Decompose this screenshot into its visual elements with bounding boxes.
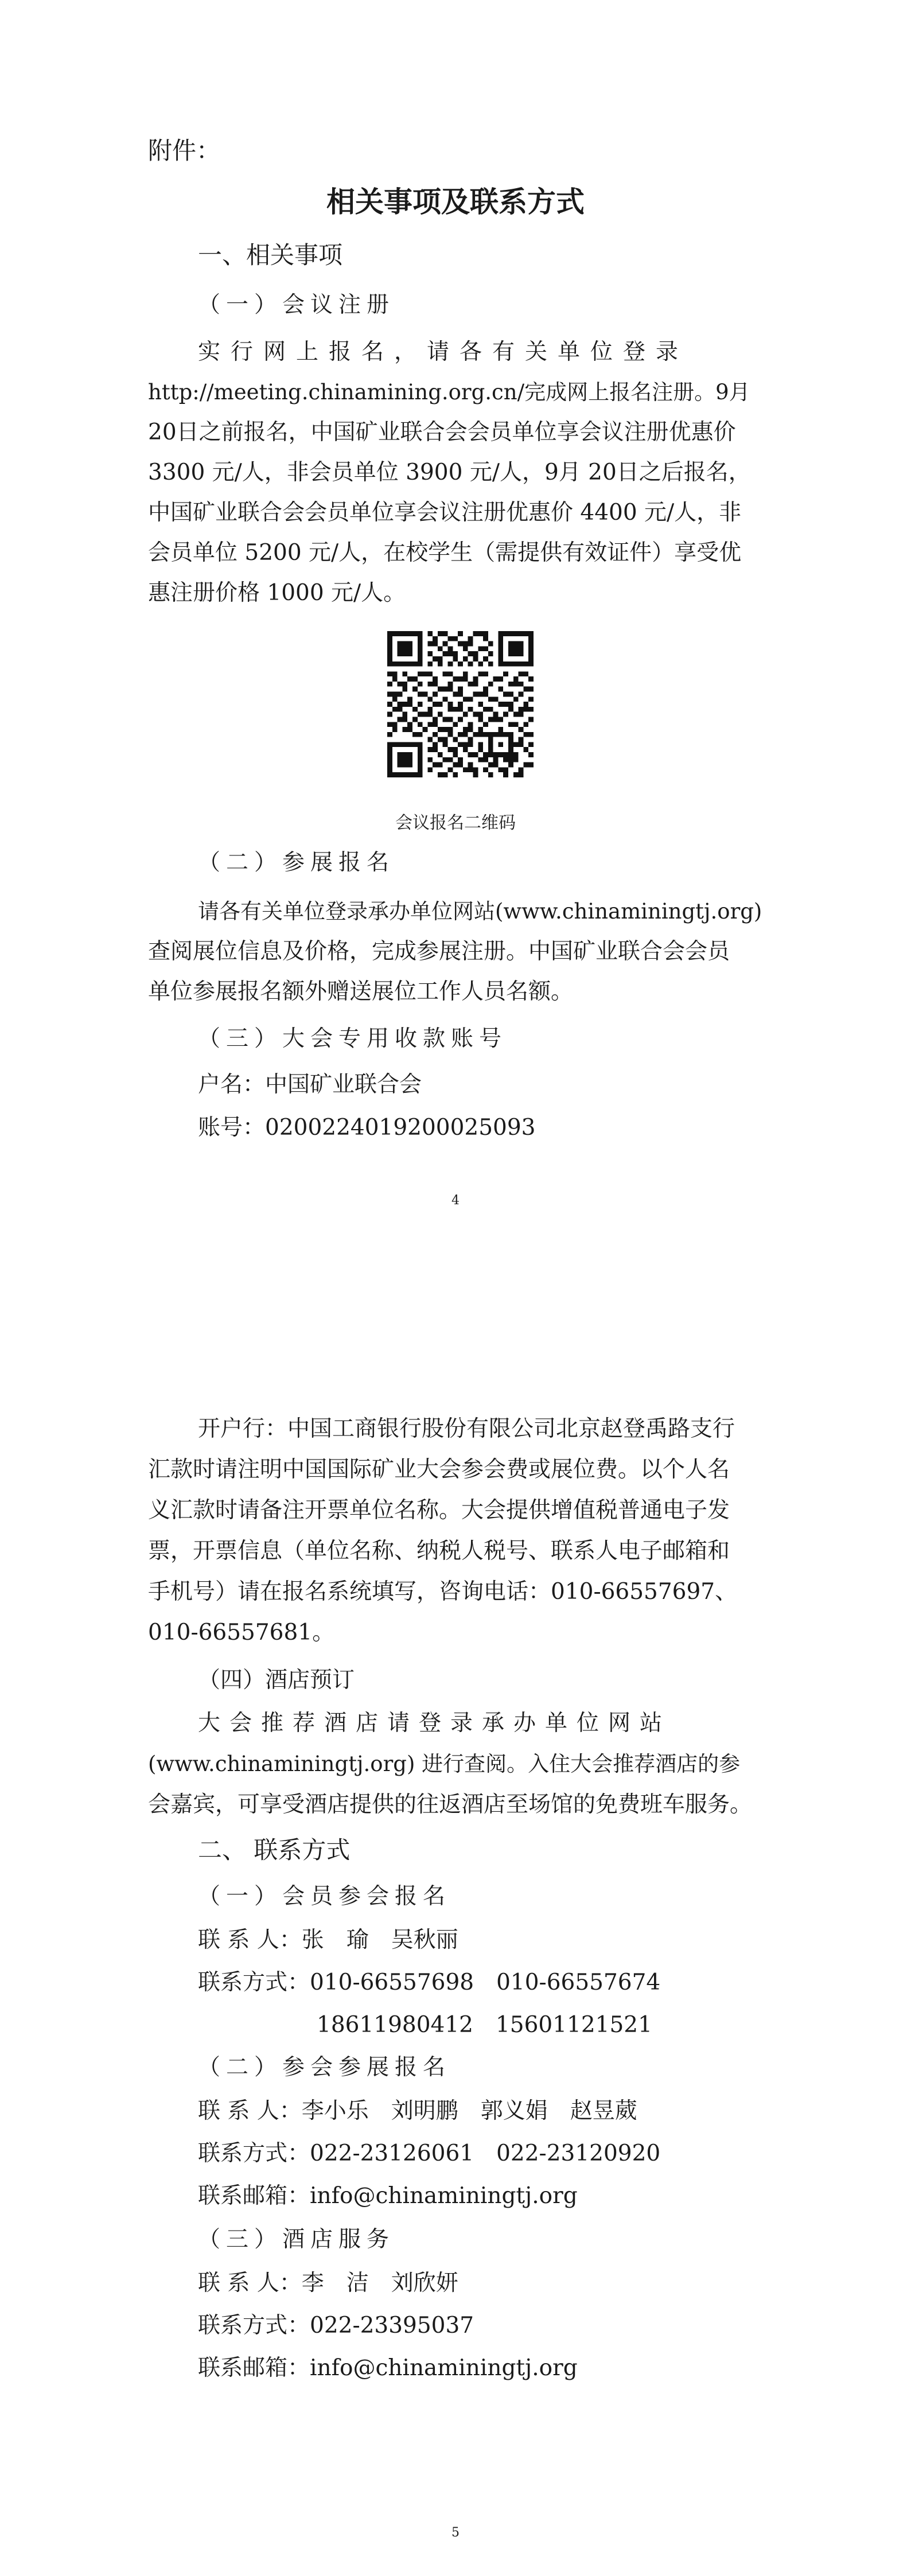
paragraph-line: 会嘉宾，可享受酒店提供的往返酒店至场馆的免费班车服务。 xyxy=(148,1792,753,1818)
paragraph-line: 手机号）请在报名系统填写，咨询电话：010-66557697、 xyxy=(148,1579,738,1605)
paragraph-line: 3300 元/人，非会员单位 3900 元/人，9月 20日之后报名， xyxy=(148,460,751,485)
sub-heading-hotel-booking: （四）酒店预订 xyxy=(198,1667,355,1693)
contact-person: 联 系 人：张 瑜 吴秋丽 xyxy=(198,1927,458,1953)
paragraph-line: (www.chinaminingtj.org) 进行查阅。入住大会推荐酒店的参 xyxy=(148,1752,741,1776)
paragraph-line: 义汇款时请备注开票单位名称。大会提供增值税普通电子发 xyxy=(148,1497,730,1523)
paragraph-line: 单位参展报名额外赠送展位工作人员名额。 xyxy=(148,979,574,1005)
paragraph-line: 实行网上报名，请各有关单位登录 xyxy=(198,339,689,365)
qr-caption: 会议报名二维码 xyxy=(395,813,516,833)
paragraph-line: 会员单位 5200 元/人，在校学生（需提供有效证件）享受优 xyxy=(148,540,742,566)
attachment-label: 附件： xyxy=(148,137,221,165)
contact-person: 联 系 人：李小乐 刘明鹏 郭义娟 赵昱葳 xyxy=(198,2098,637,2124)
paragraph-line: 查阅展位信息及价格，完成参展注册。中国矿业联合会会员 xyxy=(148,939,730,964)
contact-phone: 联系方式：010-66557698 010-66557674 xyxy=(198,1970,661,1995)
paragraph-line: 惠注册价格 1000 元/人。 xyxy=(148,580,406,606)
page-title: 相关事项及联系方式 xyxy=(326,185,585,219)
contact-person: 联 系 人：李 洁 刘欣妍 xyxy=(198,2270,458,2296)
contact-phone-mobile: 18611980412 15601121521 xyxy=(317,2012,652,2038)
paragraph-line: 大会推荐酒店请登录承办单位网站 xyxy=(198,1710,672,1736)
contact-phone: 联系方式：022-23395037 xyxy=(198,2313,474,2338)
contact-email[interactable]: 联系邮箱：info@chinaminingtj.org xyxy=(198,2183,578,2209)
paragraph-line: http://meeting.chinamining.org.cn/完成网上报名注册。9月 xyxy=(148,380,750,404)
paragraph-line: 010-66557681。 xyxy=(148,1620,335,1645)
account-number: 账号：0200224019200025093 xyxy=(198,1115,536,1141)
contact-phone: 联系方式：022-23126061 022-23120920 xyxy=(198,2141,661,2166)
sub-heading-payment-account: （三）大会专用收款账号 xyxy=(198,1026,508,1052)
sub-heading-meeting-registration: （一）会议注册 xyxy=(198,292,395,318)
sub-heading-hotel-service: （三）酒店服务 xyxy=(198,2227,395,2252)
page-number: 5 xyxy=(451,2526,460,2540)
page-number: 4 xyxy=(451,1193,460,1208)
sub-heading-exhibitor-registration: （二）参会参展报名 xyxy=(198,2054,451,2080)
paragraph-line: 开户行：中国工商银行股份有限公司北京赵登禹路支行 xyxy=(198,1416,735,1442)
sub-heading-exhibition-registration: （二）参展报名 xyxy=(198,850,395,875)
paragraph-line: 请各有关单位登录承办单位网站(www.chinaminingtj.org) xyxy=(198,899,762,924)
sub-heading-member-registration: （一）会员参会报名 xyxy=(198,1884,451,1909)
paragraph-line: 汇款时请注明中国国际矿业大会参会费或展位费。以个人名 xyxy=(148,1457,730,1482)
paragraph-line: 20日之前报名，中国矿业联合会会员单位享会议注册优惠价 xyxy=(148,419,736,445)
account-name: 户名：中国矿业联合会 xyxy=(198,1072,422,1098)
paragraph-line: 票，开票信息（单位名称、纳税人税号、联系人电子邮箱和 xyxy=(148,1538,730,1564)
contact-email[interactable]: 联系邮箱：info@chinaminingtj.org xyxy=(198,2355,578,2381)
registration-qr-code-icon[interactable] xyxy=(387,631,534,777)
section-heading-related-matters: 一、相关事项 xyxy=(198,241,343,269)
paragraph-line: 中国矿业联合会会员单位享会议注册优惠价 4400 元/人，非 xyxy=(148,500,742,526)
section-heading-contact: 二、 联系方式 xyxy=(198,1836,351,1864)
